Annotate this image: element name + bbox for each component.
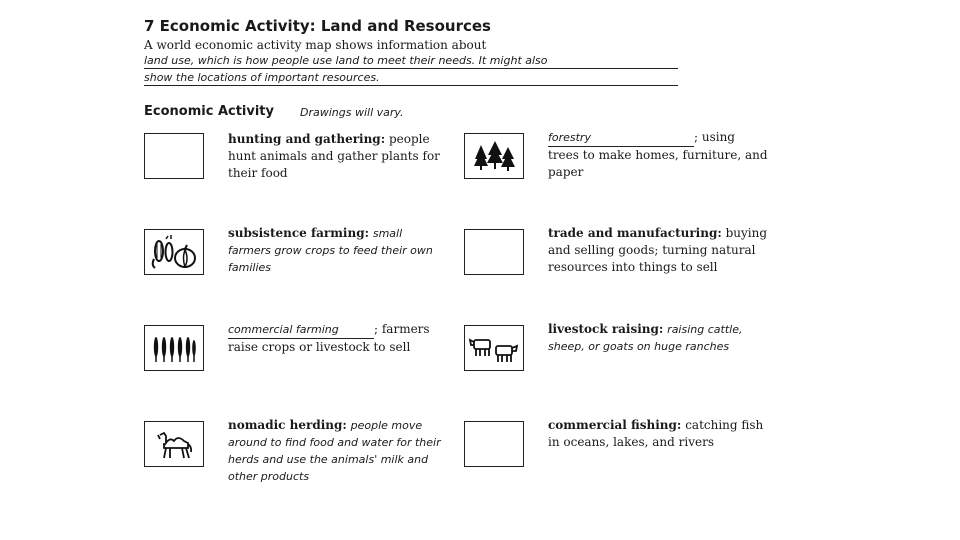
desc-fishing: catching fish in oceans, lakes, and rivers [548,418,764,449]
desc-commercial-farming: ; farmers raise crops or livestock to sell [228,322,430,354]
item-commercial-farming [228,321,448,356]
drawing-box-livestock[interactable] [464,325,524,371]
desc-nomadic: people move around to find food and water for their herds and use the animals' milk and other products [228,419,441,483]
corn-pumpkin-icon [149,234,199,270]
term-nomadic: nomadic herding: [228,418,347,432]
intro-line-2: land use, which is how people use land to meet their needs. It might also [144,54,678,69]
item-subsistence-farming [228,225,448,276]
desc-livestock: raising cattle, sheep, or goats on huge ranches [548,323,743,353]
item-commercial-fishing [548,417,768,451]
drawing-box-nomadic[interactable] [144,421,204,467]
drawing-box-forestry[interactable] [464,133,524,179]
desc-trade: buying and selling goods; turning natural resources into things to sell [548,226,768,274]
item-forestry [548,129,768,181]
cattle-icon [468,332,520,364]
intro-line-3: show the locations of important resources. [144,71,678,86]
item-hunting-gathering [228,131,448,182]
term-trade: trade and manufacturing: [548,226,722,240]
drawing-box-subsistence[interactable] [144,229,204,275]
intro-line-1: A world economic activity map shows information about [144,38,487,52]
camel-icon [152,427,196,461]
answer-commercial-farming: commercial farming [228,321,374,339]
term-livestock: livestock raising: [548,322,664,336]
section-heading: Economic Activity [144,104,274,119]
item-nomadic-herding [228,417,448,485]
drawing-box-hunting[interactable] [144,133,204,179]
term-hunting: hunting and gathering: [228,132,386,146]
trees-icon [471,139,517,173]
wheat-icon [150,333,198,363]
desc-subsistence: small farmers grow crops to feed their own families [228,227,433,274]
drawings-note: Drawings will vary. [300,106,404,119]
desc-hunting: people hunt animals and gather plants for their food [228,132,440,180]
term-fishing: commercial fishing: [548,418,682,432]
drawing-box-commercial-farming[interactable] [144,325,204,371]
term-subsistence: subsistence farming: [228,226,370,240]
item-trade-manufacturing [548,225,768,276]
drawing-box-fishing[interactable] [464,421,524,467]
item-livestock-raising [548,321,778,355]
worksheet-title: 7 Economic Activity: Land and Resources [144,17,491,35]
desc-forestry: ; using trees to make homes, furniture, and paper [548,130,768,179]
answer-forestry: forestry [548,129,694,147]
drawing-box-trade[interactable] [464,229,524,275]
